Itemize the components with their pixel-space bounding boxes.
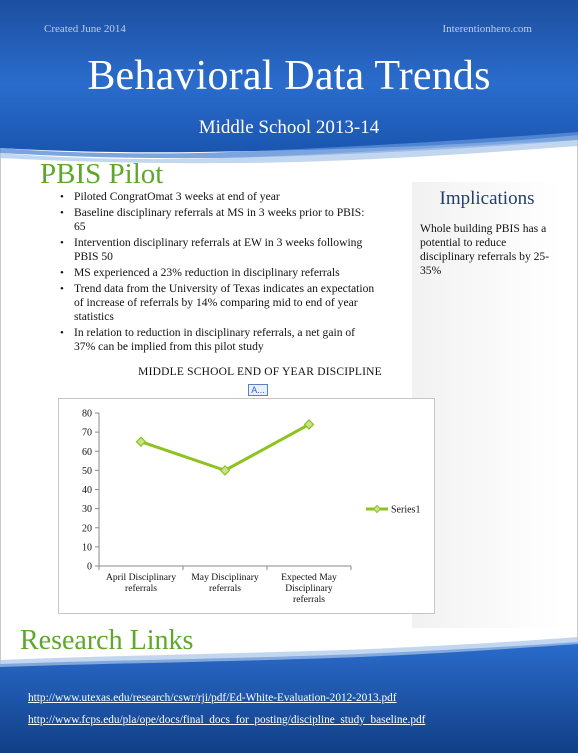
x-tick-label: April Disciplinary referrals (105, 572, 177, 594)
chart-plot (59, 399, 436, 615)
chart-title-tag[interactable]: A... (248, 384, 268, 396)
line-chart (58, 398, 435, 614)
y-tick-label: 70 (82, 427, 92, 439)
legend-label: Series1 (391, 504, 421, 516)
y-tick-label: 10 (82, 542, 92, 554)
chart-title: MIDDLE SCHOOL END OF YEAR DISCIPLINE (138, 366, 382, 378)
y-tick-label: 30 (82, 504, 92, 516)
research-link-fcps[interactable]: http://www.fcps.edu/pla/ope/docs/final_docs_for_posting/discipline_study_baseline.pdf (28, 714, 426, 726)
research-heading: Research Links (20, 625, 194, 656)
bullet-item: • MS experienced a 23% reduction in disciplinary referrals (60, 266, 375, 280)
page-title: Behavioral Data Trends (87, 53, 491, 99)
site-name: Interentionhero.com (442, 23, 532, 35)
created-date: Created June 2014 (44, 23, 126, 35)
y-tick-label: 0 (87, 561, 92, 573)
bullet-item: • In relation to reduction in disciplinary referrals, a net gain of 37% can be implied from this pilot study (60, 326, 375, 354)
y-tick-label: 20 (82, 523, 92, 535)
research-link-utexas[interactable]: http://www.utexas.edu/research/cswr/rji/pdf/Ed-White-Evaluation-2012-2013.pdf (28, 692, 397, 704)
implications-text: Whole building PBIS has a potential to reduce disciplinary referrals by 25-35% (420, 222, 550, 277)
page-subtitle: Middle School 2013-14 (198, 117, 380, 138)
legend-marker (374, 506, 381, 513)
bullet-item: • Piloted CongratOmat 3 weeks at end of year (60, 190, 375, 204)
x-tick-label: May Disciplinary referrals (191, 572, 259, 594)
y-tick-label: 40 (82, 485, 92, 496)
pbis-bullet-list (60, 190, 375, 356)
bullet-item: • Trend data from the University of Texas indicates an expectation of increase of referrals by 14% comparing mid to end of year statistics (60, 282, 375, 324)
data-point (137, 437, 146, 446)
series-line (141, 424, 309, 470)
implications-heading: Implications (439, 188, 535, 209)
bullet-item: • Intervention disciplinary referrals at EW in 3 weeks following PBIS 50 (60, 236, 375, 264)
pbis-heading: PBIS Pilot (40, 158, 164, 190)
y-tick-label: 50 (82, 465, 92, 477)
x-tick-label: Expected May Disciplinary referrals (281, 572, 337, 605)
bullet-item: • Baseline disciplinary referrals at MS in 3 weeks prior to PBIS: 65 (60, 206, 375, 234)
y-tick-label: 60 (82, 446, 92, 458)
header-banner (0, 0, 578, 175)
y-tick-label: 80 (82, 408, 92, 420)
